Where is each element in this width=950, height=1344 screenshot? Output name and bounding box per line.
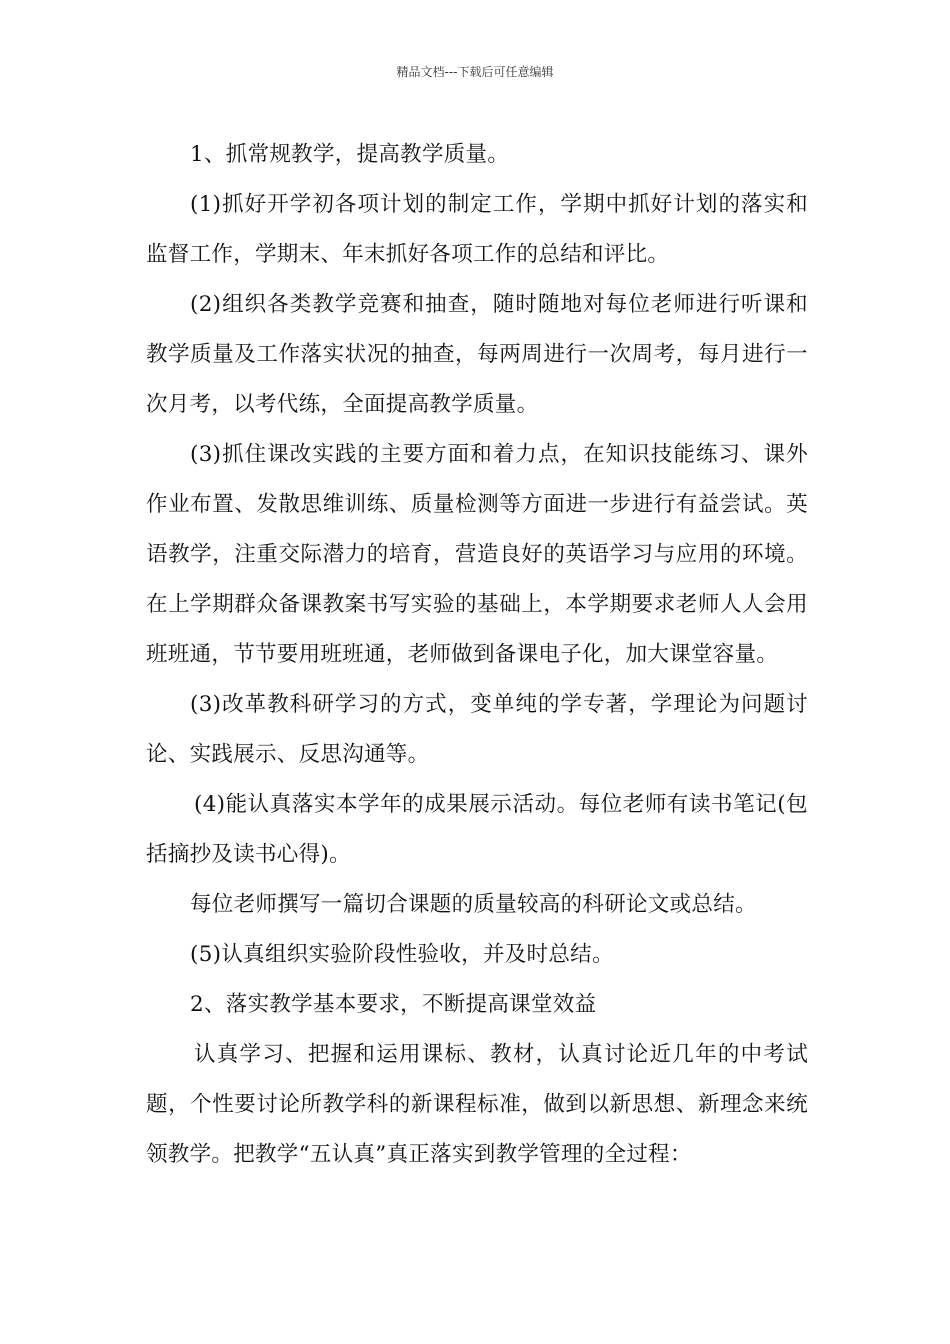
paragraph-item-1: (1)抓好开学初各项计划的制定工作，学期中抓好计划的落实和监督工作，学期末、年末抓好各项工作的总结和评比。 bbox=[146, 192, 808, 267]
paragraph-item-3: (3)抓住课改实践的主要方面和着力点，在知识技能练习、课外作业布置、发散思维训练、质量检测等方面进一步进行有益尝试。英语教学，注重交际潜力的培育，营造良好的英语学习与应用的环境。在上学期群众备课教案书写实验的基础上，本学期要求老师人人会用班班通，节节要用班班通，老师做到备课电子化，加大课堂容量。 bbox=[146, 442, 808, 667]
paragraph-section-2-body: 认真学习、把握和运用课标、教材，认真讨论近几年的中考试题，个性要讨论所教学科的新课程标准，做到以新思想、新理念来统领教学。把教学“五认真”真正落实到教学管理的全过程： bbox=[146, 1042, 808, 1167]
paragraph-section-2-title: 2、落实教学基本要求，不断提高课堂效益 bbox=[190, 992, 597, 1017]
paragraph-section-1-title: 1、抓常规教学，提高教学质量。 bbox=[190, 142, 510, 167]
paragraph-item-5: (5)认真组织实验阶段性验收，并及时总结。 bbox=[190, 942, 614, 967]
paragraph-item-3b: (3)改革教科研学习的方式，变单纯的学专著，学理论为问题讨论、实践展示、反思沟通等。 bbox=[146, 692, 808, 767]
paragraph-item-4: (4)能认真落实本学年的成果展示活动。每位老师有读书笔记(包括摘抄及读书心得)。 bbox=[146, 792, 808, 867]
page-header: 精品文档---下载后可任意编辑 bbox=[396, 65, 554, 79]
paragraph-item-2: (2)组织各类教学竞赛和抽查，随时随地对每位老师进行听课和教学质量及工作落实状况的抽查，每两周进行一次周考，每月进行一次月考，以考代练，全面提高教学质量。 bbox=[146, 292, 808, 417]
document-body bbox=[146, 130, 808, 1180]
paragraph-paper-requirement: 每位老师撰写一篇切合课题的质量较高的科研论文或总结。 bbox=[190, 892, 757, 917]
